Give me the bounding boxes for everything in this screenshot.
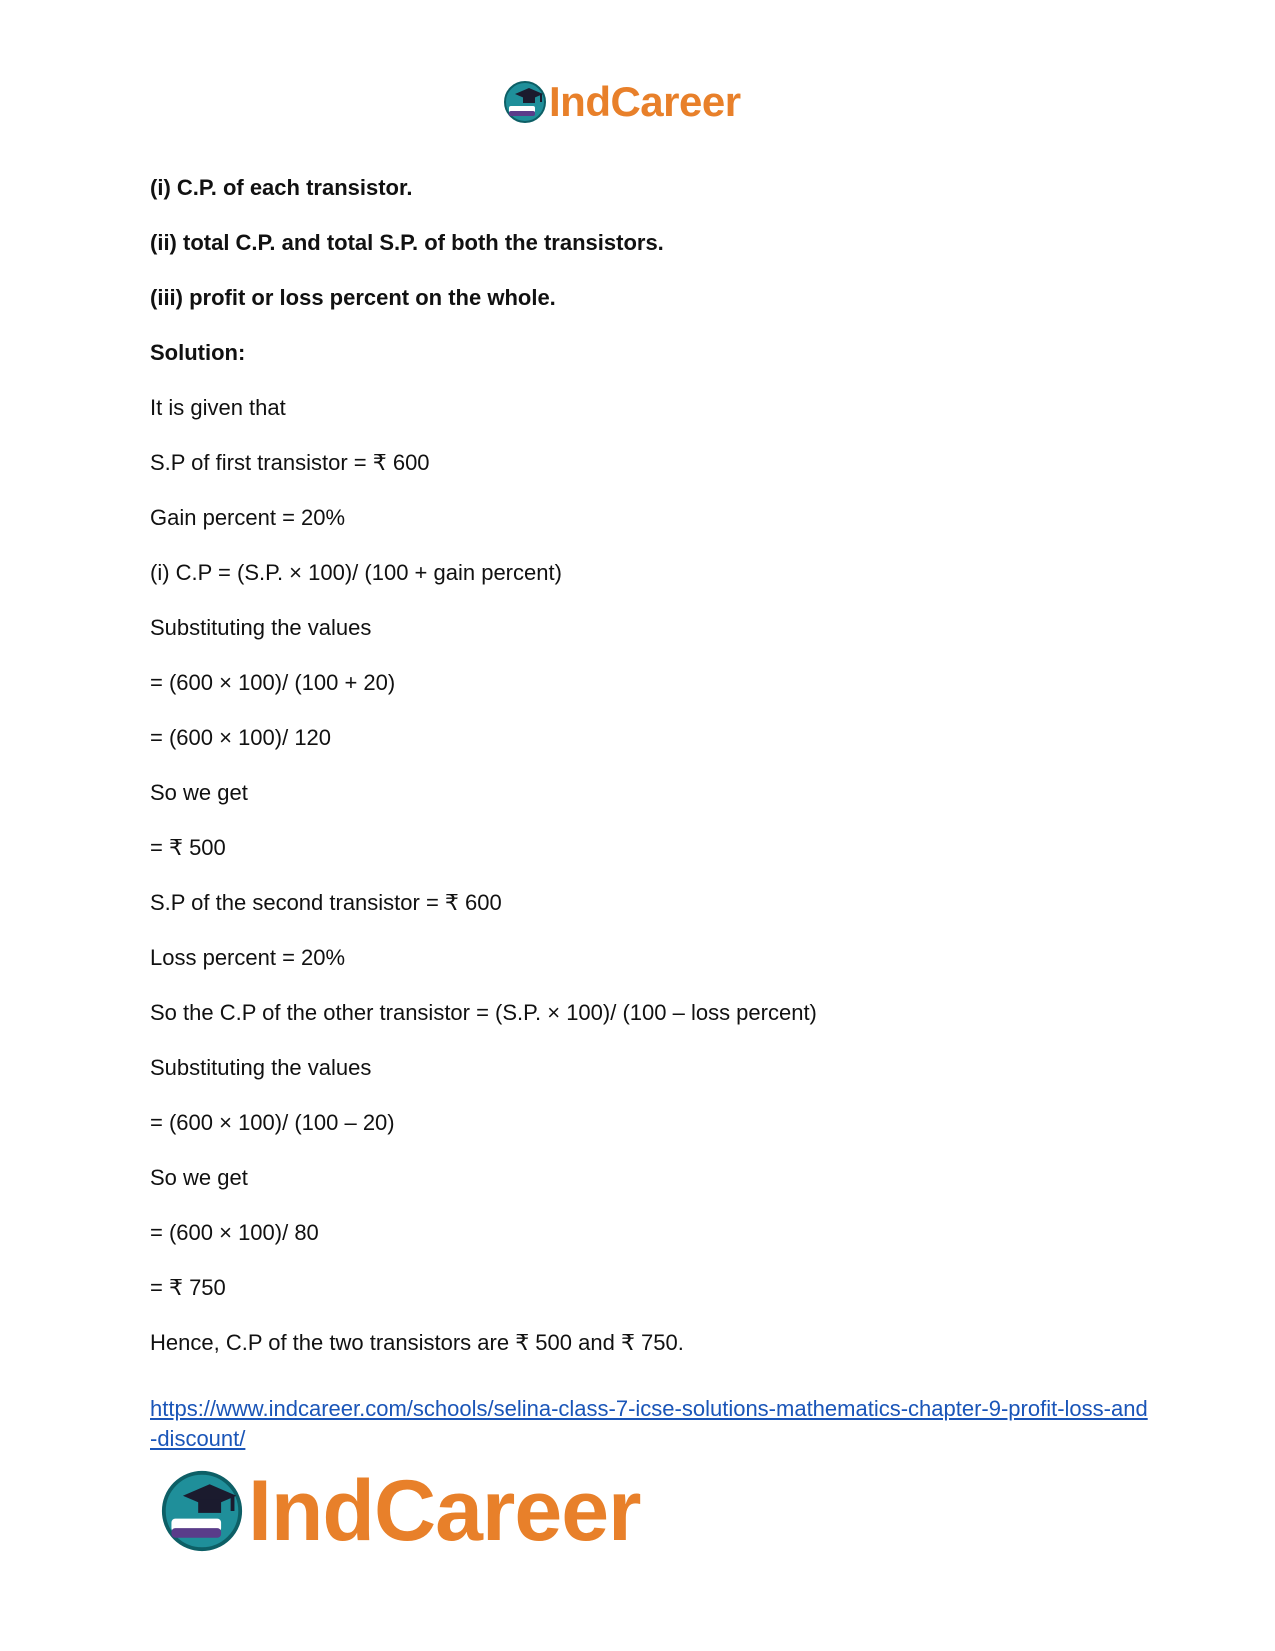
solution-line: S.P of the second transistor = ₹ 600 [150, 890, 502, 915]
solution-line: = ₹ 750 [150, 1275, 226, 1300]
solution-line: = ₹ 500 [150, 835, 226, 860]
solution-line: So we get [150, 780, 248, 805]
solution-line: It is given that [150, 395, 286, 420]
question-2: (ii) total C.P. and total S.P. of both the transistors. [150, 230, 664, 255]
graduation-cap-book-globe-icon [160, 1469, 244, 1553]
solution-line: S.P of first transistor = ₹ 600 [150, 450, 430, 475]
graduation-cap-book-globe-icon [503, 80, 547, 124]
solution-line: = (600 × 100)/ (100 + 20) [150, 670, 396, 695]
solution-line: So we get [150, 1165, 248, 1190]
solution-line: = (600 × 100)/ 120 [150, 725, 332, 750]
document-body [150, 174, 1150, 1384]
question-3: (iii) profit or loss percent on the whole. [150, 285, 556, 310]
header-logo [503, 80, 741, 124]
solution-line: Substituting the values [150, 1055, 372, 1080]
solution-heading: Solution: [150, 340, 246, 365]
solution-line: (i) C.P = (S.P. × 100)/ (100 + gain percent) [150, 560, 562, 585]
question-1: (i) C.P. of each transistor. [150, 175, 413, 200]
solution-line: Gain percent = 20% [150, 505, 346, 530]
brand-name: IndCareer [248, 1463, 641, 1559]
solution-line: Substituting the values [150, 615, 372, 640]
solution-line: Loss percent = 20% [150, 945, 346, 970]
brand-name: IndCareer [549, 78, 741, 125]
footer-logo [160, 1463, 641, 1559]
source-link[interactable]: https://www.indcareer.com/schools/selina-class-7-icse-solutions-mathematics-chapter-9-profit-loss-and-discount/ [150, 1396, 1148, 1451]
solution-line: = (600 × 100)/ 80 [150, 1220, 319, 1245]
solution-line: = (600 × 100)/ (100 – 20) [150, 1110, 395, 1135]
solution-line: So the C.P of the other transistor = (S.P. × 100)/ (100 – loss percent) [150, 1000, 817, 1025]
solution-conclusion: Hence, C.P of the two transistors are ₹ 500 and ₹ 750. [150, 1330, 684, 1355]
